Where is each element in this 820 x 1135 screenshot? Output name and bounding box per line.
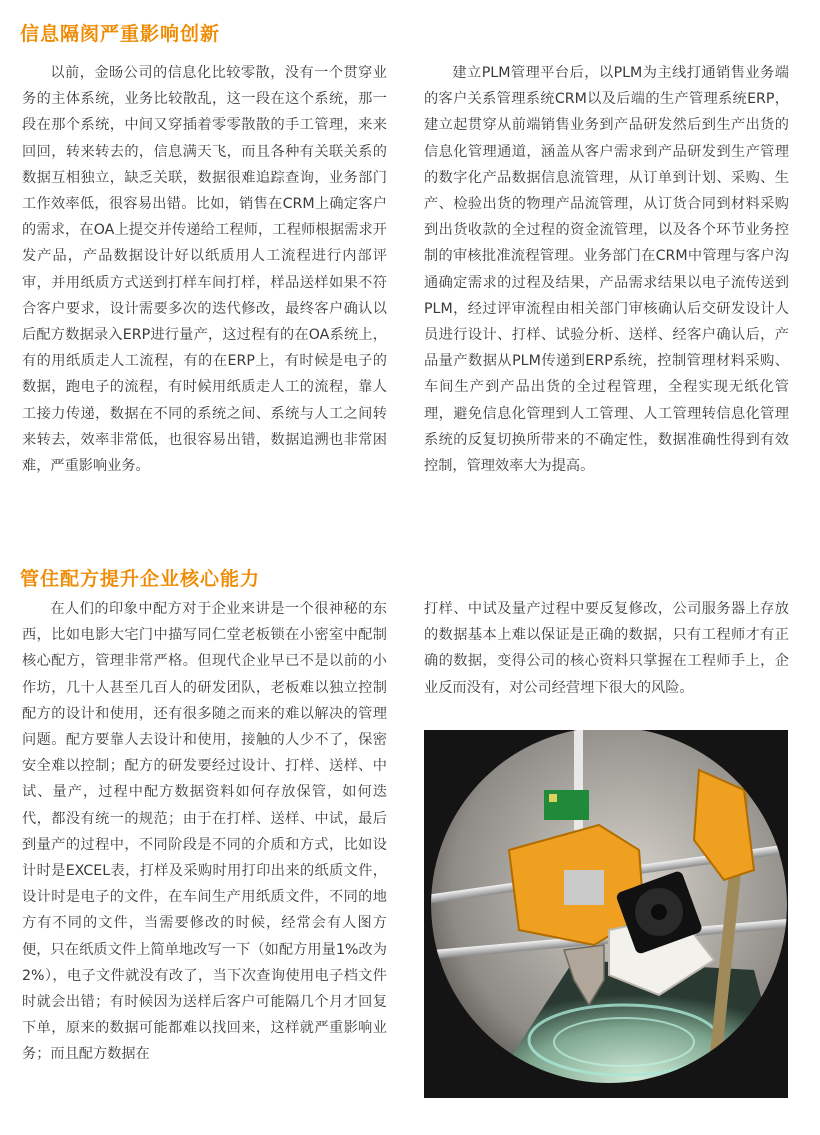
section-heading-formula-control: 管住配方提升企业核心能力 xyxy=(20,568,261,590)
section1-right-paragraph: 建立PLM管理平台后，以PLM为主线打通销售业务端的客户关系管理系统CRM以及后端的生产管理系统ERP，建立起贯穿从前端销售业务到产品研发然后到生产出货的信息化管理通道，涵盖从客户需求到产品研发到生产管理的数字化产品数据信息流管理，从订单到计划、采购、生产、检验出货的物理产品流管理，从订货合同到材料采购到出货收款的全过程的资金流管理，以及各个环节业务控制的审核批准流程管理。业务部门在CRM中管理与客户沟通确定需求的过程及结果，产品需求结果以电子流传送到PLM，经过评审流程由相关部门审核确认后交研发设计人员进行设计、打样、试验分析、送样、经客户确认后，产品量产数据从PLM传递到ERP系统，控制管理材料采购、车间生产到产品出货的全过程管理，全程实现无纸化管理，避免信息化管理到人工管理、人工管理转信息化管理系统的反复切换所带来的不确定性，数据准确性得到有效控制，管理效率大为提高。 xyxy=(424,65,789,475)
section-heading-info-barrier: 信息隔阂严重影响创新 xyxy=(20,23,221,45)
section2-left-paragraph: 在人们的印象中配方对于企业来讲是一个很神秘的东西，比如电影大宅门中描写同仁堂老板锁在小密室中配制核心配方，管理非常严格。但现代企业早已不是以前的小作坊，几十人甚至几百人的研发团队，老板难以独立控制配方的设计和使用，还有很多随之而来的难以解决的管理问题。配方要靠人去设计和使用，接触的人少不了，保密安全难以控制；配方的研发要经过设计、打样、送样、中试、量产，过程中配方数据资料如何存放保管，如何迭代，都没有统一的规范；由于在打样、送样、中试，最后到量产的过程中，不同阶段是不同的介质和方式，比如设计时是EXCEL表，打样及采购时用打印出来的纸质文件，设计时是电子的文件，在车间生产用纸质文件，不同的地方有不同的文件，当需要修改的时候，经常会有人图方便，只在纸质文件上简单地改写一下（如配方用量1%改为2%），电子文件就没有改了，当下次查询使用电子档文件时就会出错；有时候因为送样后客户可能隔几个月才回复下单，原来的数据可能都难以找回来，这样就严重影响业务；而且配方数据在 xyxy=(22,601,387,1063)
3d-printer-illustration xyxy=(424,730,788,1098)
3d-printer-photo xyxy=(424,730,788,1098)
section1-left-column xyxy=(22,60,387,479)
section2-right-column xyxy=(424,596,789,701)
section1-left-paragraph: 以前，金旸公司的信息化比较零散，没有一个贯穿业务的主体系统，业务比较散乱，这一段在这个系统，那一段在那个系统，中间又穿插着零零散散的手工管理，来来回回，转来转去的，信息满天飞，而且各种有关联关系的数据互相独立，缺乏关联，数据很难追踪查询，业务部门工作效率低，很容易出错。比如，销售在CRM上确定客户的需求，在OA上提交并传递给工程师，工程师根据需求开发产品，产品数据设计好以纸质用人工流程进行内部评审，并用纸质方式送到打样车间打样，样品送样如果不符合客户要求，设计需要多次的迭代修改，最终客户确认以后配方数据录入ERP进行量产，这过程有的在OA系统上，有的用纸质走人工流程，有的在ERP上，有时候是电子的数据，跑电子的流程，有时候用纸质走人工的流程，靠人工接力传递，数据在不同的系统之间、系统与人工之间转来转去，效率非常低，也很容易出错，数据追溯也非常困难，严重影响业务。 xyxy=(22,65,387,475)
section1-right-column xyxy=(424,60,789,479)
section2-right-paragraph: 打样、中试及量产过程中要反复修改，公司服务器上存放的数据基本上难以保证是正确的数据，只有工程师才有正确的数据，变得公司的核心资料只掌握在工程师手上，企业反而没有，对公司经营埋下很大的风险。 xyxy=(424,601,789,696)
section2-left-column xyxy=(22,596,387,1068)
